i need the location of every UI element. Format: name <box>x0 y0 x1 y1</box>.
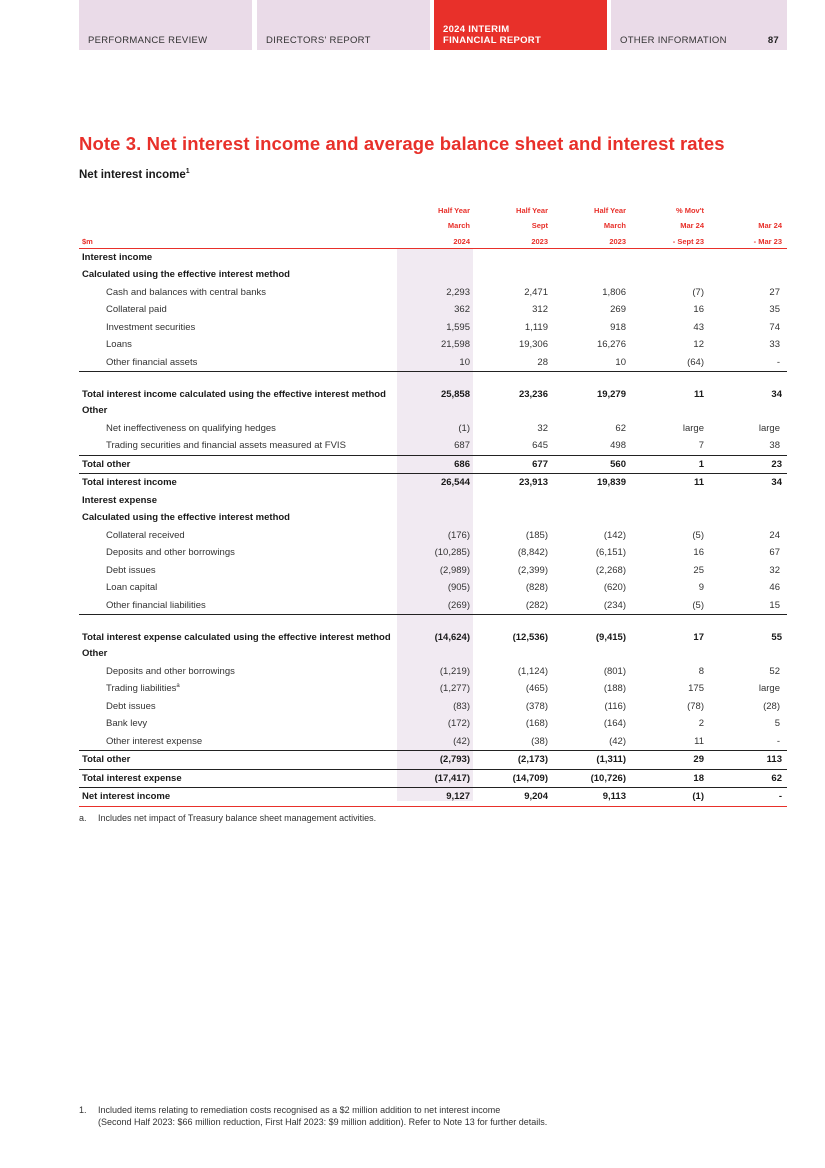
row-label: Other financial assets <box>106 356 198 368</box>
value-cell: (5) <box>692 599 704 611</box>
value-cell: 38 <box>769 440 780 452</box>
row-label: Trading liabilities$^a$ <box>106 683 180 695</box>
row-label: Debt issues <box>106 564 156 576</box>
value-cell <box>397 248 475 266</box>
value-cell: (620) <box>603 582 626 594</box>
value-cell <box>631 509 709 527</box>
table-row <box>79 284 787 302</box>
row-label: Other financial liabilities <box>106 599 206 611</box>
row-label: Total interest expense calculated using the effective interest method <box>79 615 397 646</box>
value-cell: - <box>709 788 787 807</box>
value-cell: 18 <box>631 769 709 788</box>
value-cell <box>553 492 631 510</box>
value-cell: (78) <box>687 700 704 712</box>
column-header: Mar 24 <box>758 221 782 230</box>
column-header: March <box>603 221 626 230</box>
table-row <box>79 319 787 337</box>
value-cell: 21,598 <box>440 339 470 351</box>
value-cell <box>709 509 787 527</box>
value-cell: 74 <box>769 321 780 333</box>
value-cell: 19,839 <box>553 474 631 492</box>
row-label: Interest expense <box>82 494 157 506</box>
top-navigation <box>79 0 787 52</box>
tab-label: 2024 INTERIM FINANCIAL REPORT <box>443 24 542 46</box>
value-cell: (10,285) <box>434 547 470 559</box>
value-cell: 25 <box>693 564 704 576</box>
value-cell: 43 <box>693 321 704 333</box>
value-cell: 312 <box>532 304 548 316</box>
value-cell: 34 <box>709 474 787 492</box>
column-header: Half Year <box>438 205 470 215</box>
table-row <box>79 509 787 527</box>
row-label: Loan capital <box>106 582 158 594</box>
value-cell: 2,293 <box>446 286 470 298</box>
value-cell: 62 <box>615 422 626 434</box>
value-cell: 62 <box>709 769 787 788</box>
value-cell <box>709 266 787 284</box>
value-cell: 29 <box>631 751 709 770</box>
value-cell: 33 <box>769 339 780 351</box>
row-label: Interest income <box>82 251 153 263</box>
table-row <box>79 645 787 663</box>
value-cell: large <box>758 422 780 434</box>
value-cell <box>475 492 553 510</box>
value-cell: 35 <box>769 304 780 316</box>
value-cell: (828) <box>525 582 548 594</box>
value-cell: 32 <box>769 564 780 576</box>
value-cell: (1) <box>458 422 470 434</box>
footnote-marker: a <box>176 683 180 690</box>
value-cell: 362 <box>454 304 470 316</box>
column-header <box>79 216 397 232</box>
value-cell: (42) <box>453 735 470 747</box>
table-row <box>79 733 787 751</box>
table-row <box>79 663 787 681</box>
value-cell: 23 <box>709 455 787 474</box>
value-cell <box>709 492 787 510</box>
value-cell <box>553 509 631 527</box>
column-header: $m <box>79 231 397 248</box>
page-number: 87 <box>767 35 779 46</box>
value-cell: (1,277) <box>439 683 470 695</box>
table-row <box>79 266 787 284</box>
table-row <box>79 615 787 646</box>
footnote-marker: 1 <box>185 168 190 175</box>
column-header: - Mar 23 <box>709 231 787 248</box>
table-row <box>79 751 787 770</box>
value-cell: (168) <box>525 718 548 730</box>
value-cell: 1,595 <box>446 321 470 333</box>
value-cell: (7) <box>692 286 704 298</box>
row-label: Total interest expense <box>79 769 397 788</box>
value-cell: 52 <box>769 665 780 677</box>
value-cell: (2,173) <box>475 751 553 770</box>
row-label: Bank levy <box>106 718 148 730</box>
table-row <box>79 562 787 580</box>
table-row <box>79 680 787 698</box>
value-cell <box>475 645 553 663</box>
tab-other-information[interactable] <box>611 0 787 50</box>
table-row <box>79 527 787 545</box>
value-cell: 498 <box>610 440 626 452</box>
value-cell <box>475 509 553 527</box>
row-label: Cash and balances with central banks <box>106 286 267 298</box>
value-cell: (234) <box>603 599 626 611</box>
value-cell <box>631 248 709 266</box>
value-cell <box>553 266 631 284</box>
value-cell: (28) <box>763 700 780 712</box>
page-footnote: 1. Included items relating to remediation costs recognised as a $2 million addition to net interest income (Second Half 2023: $66 million reduction, First Half 2023: $9 million addition). Refer to Note 13 for further details. <box>79 1105 548 1127</box>
value-cell: 25,858 <box>397 372 475 403</box>
value-cell: (185) <box>525 529 548 541</box>
value-cell: 5 <box>774 718 780 730</box>
value-cell <box>475 402 553 420</box>
row-label: Total interest income <box>79 474 397 492</box>
table-row <box>79 248 787 266</box>
value-cell: 269 <box>610 304 626 316</box>
column-header <box>709 200 787 216</box>
value-cell <box>553 645 631 663</box>
value-cell: 7 <box>698 440 704 452</box>
table-row <box>79 788 787 807</box>
value-cell: 11 <box>694 735 704 747</box>
value-cell: (83) <box>453 700 470 712</box>
value-cell: (1,311) <box>553 751 631 770</box>
value-cell: 55 <box>709 615 787 646</box>
value-cell <box>475 266 553 284</box>
tab-directors-report[interactable] <box>257 0 430 50</box>
row-label: Deposits and other borrowings <box>106 547 235 559</box>
value-cell: (5) <box>692 529 704 541</box>
value-cell <box>475 248 553 266</box>
table-row <box>79 579 787 597</box>
row-label: Other interest expense <box>106 735 203 747</box>
value-cell: (12,536) <box>475 615 553 646</box>
column-header: Sept <box>531 221 548 230</box>
value-cell: 23,236 <box>475 372 553 403</box>
row-label: Total other <box>79 455 397 474</box>
value-cell: 11 <box>631 372 709 403</box>
value-cell <box>553 248 631 266</box>
row-label: Debt issues <box>106 700 156 712</box>
value-cell <box>631 645 709 663</box>
column-header: March <box>447 221 470 230</box>
value-cell: (2,399) <box>517 564 548 576</box>
value-cell <box>709 645 787 663</box>
table-row <box>79 474 787 492</box>
value-cell: (176) <box>447 529 470 541</box>
value-cell <box>631 492 709 510</box>
value-cell <box>397 402 475 420</box>
value-cell: (378) <box>525 700 548 712</box>
value-cell: (282) <box>525 599 548 611</box>
row-label: Other <box>82 648 108 660</box>
table-row <box>79 492 787 510</box>
row-label: Trading securities and financial assets measured at FVIS <box>106 440 346 452</box>
value-cell: (6,151) <box>595 547 626 559</box>
page-title: Note 3. Net interest income and average balance sheet and interest rates <box>79 133 725 154</box>
row-label: Calculated using the effective interest method <box>82 269 290 281</box>
value-cell <box>397 492 475 510</box>
table-row <box>79 455 787 474</box>
value-cell: 15 <box>769 599 780 611</box>
value-cell: (465) <box>525 683 548 695</box>
value-cell: 17 <box>631 615 709 646</box>
tab-label: OTHER INFORMATION <box>620 35 727 46</box>
value-cell: (2,989) <box>439 564 470 576</box>
value-cell: 113 <box>709 751 787 770</box>
row-label: Other <box>82 405 108 417</box>
table-row <box>79 402 787 420</box>
table-row <box>79 437 787 455</box>
value-cell: 1 <box>631 455 709 474</box>
table-row <box>79 301 787 319</box>
value-cell: (17,417) <box>397 769 475 788</box>
value-cell: (64) <box>687 356 704 368</box>
value-cell: 10 <box>459 356 470 368</box>
value-cell <box>553 402 631 420</box>
value-cell: 687 <box>454 440 470 452</box>
value-cell: (801) <box>603 665 626 677</box>
table-row <box>79 544 787 562</box>
value-cell: 46 <box>769 582 780 594</box>
value-cell: large <box>758 683 780 695</box>
value-cell: 32 <box>537 422 548 434</box>
row-label: Total interest income calculated using the effective interest method <box>79 372 397 403</box>
value-cell: 2,471 <box>524 286 548 298</box>
value-cell: (2,268) <box>595 564 626 576</box>
value-cell: - <box>776 356 780 368</box>
value-cell: 24 <box>769 529 780 541</box>
value-cell: (188) <box>603 683 626 695</box>
column-header: Mar 24 <box>680 221 704 230</box>
section-subtitle: Net interest income$^1$ <box>79 168 190 181</box>
value-cell: 16 <box>693 304 704 316</box>
value-cell: 28 <box>537 356 548 368</box>
value-cell: 26,544 <box>397 474 475 492</box>
header-row <box>79 216 787 232</box>
column-header: % Mov't <box>675 205 704 215</box>
value-cell: (172) <box>447 718 470 730</box>
value-cell <box>709 248 787 266</box>
column-header: - Sept 23 <box>631 231 709 248</box>
row-label: Net interest income <box>79 788 397 807</box>
value-cell: 9,127 <box>397 788 475 807</box>
row-label: Loans <box>106 339 132 351</box>
value-cell <box>397 266 475 284</box>
value-cell: 67 <box>769 547 780 559</box>
table-row <box>79 698 787 716</box>
table-row <box>79 336 787 354</box>
value-cell <box>709 402 787 420</box>
value-cell: 1,806 <box>602 286 626 298</box>
value-cell: (1,124) <box>517 665 548 677</box>
value-cell: (14,709) <box>475 769 553 788</box>
value-cell: 2 <box>698 718 704 730</box>
value-cell: - <box>776 735 780 747</box>
value-cell: (8,842) <box>517 547 548 559</box>
value-cell: (142) <box>603 529 626 541</box>
value-cell <box>631 266 709 284</box>
value-cell: 8 <box>698 665 704 677</box>
table-row <box>79 597 787 615</box>
value-cell: 1,119 <box>524 321 548 333</box>
value-cell: 918 <box>610 321 626 333</box>
value-cell: 19,279 <box>553 372 631 403</box>
column-header: Half Year <box>516 205 548 215</box>
value-cell: (9,415) <box>553 615 631 646</box>
table-row <box>79 769 787 788</box>
header-row <box>79 231 787 248</box>
row-label: Net ineffectiveness on qualifying hedges <box>106 422 276 434</box>
value-cell: (2,793) <box>397 751 475 770</box>
value-cell: 19,306 <box>518 339 548 351</box>
value-cell: (1,219) <box>439 665 470 677</box>
value-cell: 175 <box>688 683 704 695</box>
row-label: Total other <box>79 751 397 770</box>
net-interest-income-table <box>79 200 787 807</box>
value-cell <box>397 509 475 527</box>
value-cell: 23,913 <box>475 474 553 492</box>
table-note: a. Includes net impact of Treasury balance sheet management activities. <box>79 813 377 823</box>
value-cell: (164) <box>603 718 626 730</box>
row-label: Deposits and other borrowings <box>106 665 235 677</box>
table-row <box>79 420 787 438</box>
row-label: Investment securities <box>106 321 196 333</box>
value-cell: 16 <box>693 547 704 559</box>
value-cell <box>397 645 475 663</box>
value-cell: (116) <box>604 700 626 712</box>
table-row <box>79 372 787 403</box>
column-header: 2023 <box>475 231 553 248</box>
tab-interim-financial-report[interactable] <box>434 0 607 50</box>
row-label: Calculated using the effective interest method <box>82 512 290 524</box>
value-cell: 560 <box>553 455 631 474</box>
value-cell: 16,276 <box>596 339 626 351</box>
value-cell: 12 <box>693 339 704 351</box>
value-cell: 11 <box>631 474 709 492</box>
value-cell: 34 <box>709 372 787 403</box>
column-header: 2023 <box>553 231 631 248</box>
value-cell: (14,624) <box>397 615 475 646</box>
tab-performance-review[interactable] <box>79 0 252 50</box>
column-header <box>79 200 397 216</box>
row-label: Collateral paid <box>106 304 167 316</box>
value-cell <box>631 402 709 420</box>
value-cell: (905) <box>447 582 470 594</box>
table-row <box>79 715 787 733</box>
value-cell: large <box>682 422 704 434</box>
value-cell: 9,113 <box>553 788 631 807</box>
value-cell: 9 <box>698 582 704 594</box>
row-label: Collateral received <box>106 529 185 541</box>
value-cell: (42) <box>609 735 626 747</box>
value-cell: 677 <box>475 455 553 474</box>
value-cell: (1) <box>631 788 709 807</box>
column-header: Half Year <box>594 205 626 215</box>
tab-label: PERFORMANCE REVIEW <box>88 35 208 46</box>
column-header: 2024 <box>397 231 475 248</box>
value-cell: (269) <box>447 599 470 611</box>
value-cell: 645 <box>532 440 548 452</box>
table-row <box>79 354 787 372</box>
header-row <box>79 200 787 216</box>
value-cell: (10,726) <box>553 769 631 788</box>
value-cell: 10 <box>615 356 626 368</box>
value-cell: (38) <box>531 735 548 747</box>
value-cell: 27 <box>769 286 780 298</box>
tab-label: DIRECTORS' REPORT <box>266 35 371 46</box>
value-cell: 9,204 <box>475 788 553 807</box>
value-cell: 686 <box>397 455 475 474</box>
